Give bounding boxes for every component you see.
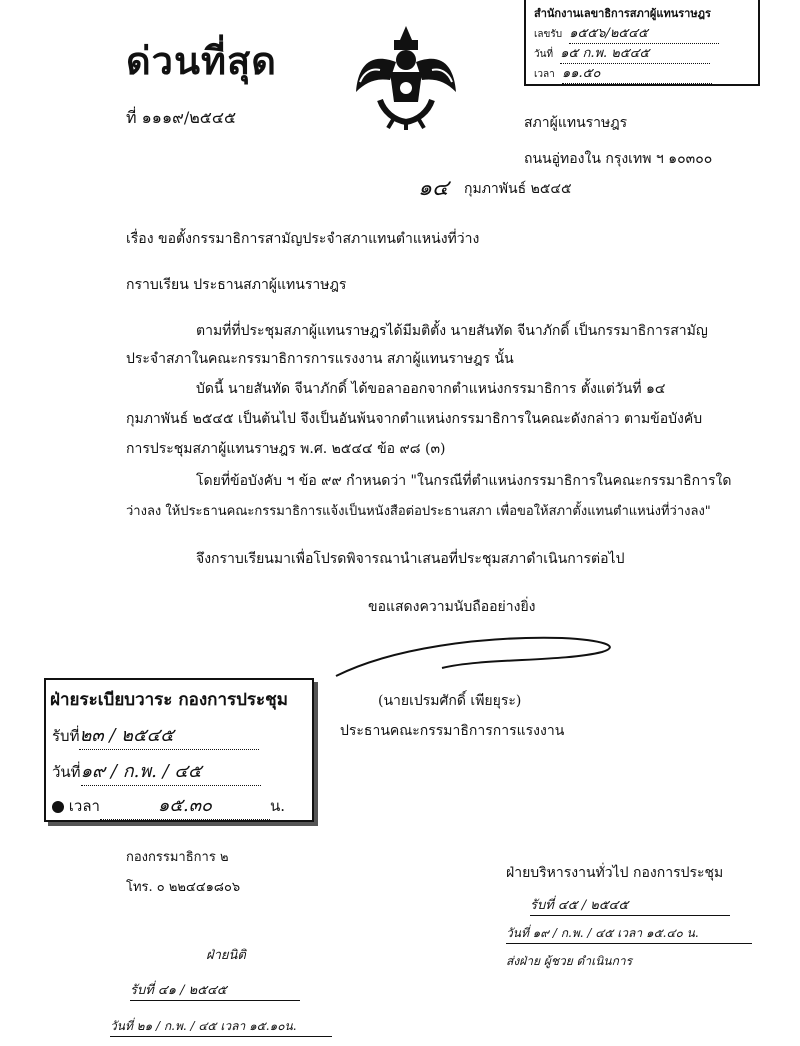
ink-dot-icon <box>52 801 64 813</box>
legal-stamp-title: ฝ่ายนิติ <box>206 948 246 963</box>
registry-stamp-title: ฝ่ายระเบียบวาระ กองการประชุม <box>50 690 288 710</box>
subject-line: เรื่อง ขอตั้งกรรมาธิการสามัญประจำสภาแทนตำแหน่งที่ว่าง <box>126 231 480 247</box>
reception-stamp-time-label: เวลา <box>534 69 555 80</box>
registry-stamp-time-suffix: น. <box>269 797 285 815</box>
registry-stamp-recv-value: ๒๓ / ๒๕๔๕ <box>79 720 259 750</box>
registry-stamp-recv-row <box>52 720 259 750</box>
office-name: กองกรรมาธิการ ๒ <box>126 850 229 865</box>
registry-stamp-time-row <box>52 790 285 820</box>
registry-stamp-recv-label: รับที่ <box>52 727 80 745</box>
general-admin-date: วันที่ ๑๙ / ก.พ. / ๔๕ เวลา ๑๕.๔๐ น. <box>506 924 752 944</box>
salutation-line: กราบเรียน ประธานสภาผู้แทนราษฎร <box>126 277 347 293</box>
reception-stamp-date-row <box>534 42 710 64</box>
sender-address: ถนนอู่ทองใน กรุงเทพ ฯ ๑๐๓๐๐ <box>524 151 713 167</box>
general-admin-stamp <box>506 862 768 971</box>
body-line: ตามที่ที่ประชุมสภาผู้แทนราษฎรได้มีมติตั้ง นายสันทัด จีนาภักดิ์ เป็นกรรมาธิการสามัญ <box>196 323 708 339</box>
reception-stamp-time: ๑๑.๕๐ <box>562 62 712 84</box>
reception-stamp-number: ๑๕๕๖/๒๕๔๕ <box>569 22 719 44</box>
registry-stamp <box>44 678 314 822</box>
general-admin-recv: รับที่ ๔๕ / ๒๕๔๕ <box>530 894 730 916</box>
reception-stamp-number-label: เลขรับ <box>534 29 563 40</box>
general-admin-send: ส่งฝ่าย ผู้ชวย ดำเนินการ <box>506 954 633 968</box>
body-line: โดยที่ข้อบังคับ ฯ ข้อ ๙๙ กำหนดว่า "ในกรณีที่ตำแหน่งกรรมาธิการในคณะกรรมาธิการใด <box>196 473 732 489</box>
reception-stamp-date-label: วันที่ <box>534 49 554 60</box>
date-day: ๑๔ <box>418 176 449 201</box>
reception-stamp-org: สำนักงานเลขาธิการสภาผู้แทนราษฎร <box>534 7 711 20</box>
signature <box>332 628 632 688</box>
body-line: บัดนี้ นายสันทัด จีนาภักดิ์ ได้ขอลาออกจากตำแหน่งกรรมาธิการ ตั้งแต่วันที่ ๑๔ <box>196 381 666 397</box>
sender-org: สภาผู้แทนราษฎร <box>524 115 628 131</box>
body-line: ประจำสภาในคณะกรรมาธิการการแรงงาน สภาผู้แทนราษฎร นั้น <box>126 351 514 367</box>
reception-stamp-number-row <box>534 22 719 44</box>
body-line: จึงกราบเรียนมาเพื่อโปรดพิจารณานำเสนอที่ประชุมสภาดำเนินการต่อไป <box>196 551 625 567</box>
reception-stamp-time-row <box>534 62 712 84</box>
reception-stamp-date: ๑๕ ก.พ. ๒๕๔๕ <box>560 42 710 64</box>
signer-title: ประธานคณะกรรมาธิการการแรงงาน <box>340 723 565 739</box>
legal-stamp-date: วันที่ ๒๑ / ก.พ. / ๔๕ เวลา ๑๕.๑๐น. <box>110 1017 332 1037</box>
registry-stamp-date-row <box>52 756 261 786</box>
registry-stamp-time-value: ๑๕.๓๐ <box>100 790 270 820</box>
urgency-heading: ด่วนที่สุด <box>126 39 277 83</box>
reception-stamp <box>524 0 760 86</box>
general-admin-title: ฝ่ายบริหารงานทั่วไป กองการประชุม <box>506 865 724 881</box>
garuda-emblem <box>350 22 462 132</box>
legal-stamp-recv: รับที่ ๔๑ / ๒๕๔๕ <box>130 979 300 1001</box>
signer-name: (นายเปรมศักดิ์ เพียยุระ) <box>378 693 522 709</box>
document-number: ที่ ๑๑๑๙/๒๕๔๕ <box>126 108 237 127</box>
body-line: การประชุมสภาผู้แทนราษฎร พ.ศ. ๒๕๔๔ ข้อ ๙๘ (๓) <box>126 441 446 457</box>
closing-line: ขอแสดงความนับถืออย่างยิ่ง <box>368 599 536 615</box>
body-line: กุมภาพันธ์ ๒๕๔๕ เป็นต้นไป จึงเป็นอันพ้นจากตำแหน่งกรรมาธิการในคณะดังกล่าว ตามข้อบังคับ <box>126 411 703 427</box>
date-month-year: กุมภาพันธ์ ๒๕๔๕ <box>464 181 572 197</box>
office-phone: โทร. ๐ ๒๒๔๔๑๘๐๖ <box>126 880 241 895</box>
legal-stamp <box>110 944 350 1037</box>
registry-stamp-date-label: วันที่ <box>52 763 81 781</box>
body-line: ว่างลง ให้ประธานคณะกรรมาธิการแจ้งเป็นหนังสือต่อประธานสภา เพื่อขอให้สภาตั้งแทนตำแหน่งที่ว่างลง" <box>126 504 711 519</box>
registry-stamp-date-value: ๑๙ / ก.พ. / ๔๕ <box>81 756 261 786</box>
registry-stamp-time-label: เวลา <box>68 797 100 815</box>
